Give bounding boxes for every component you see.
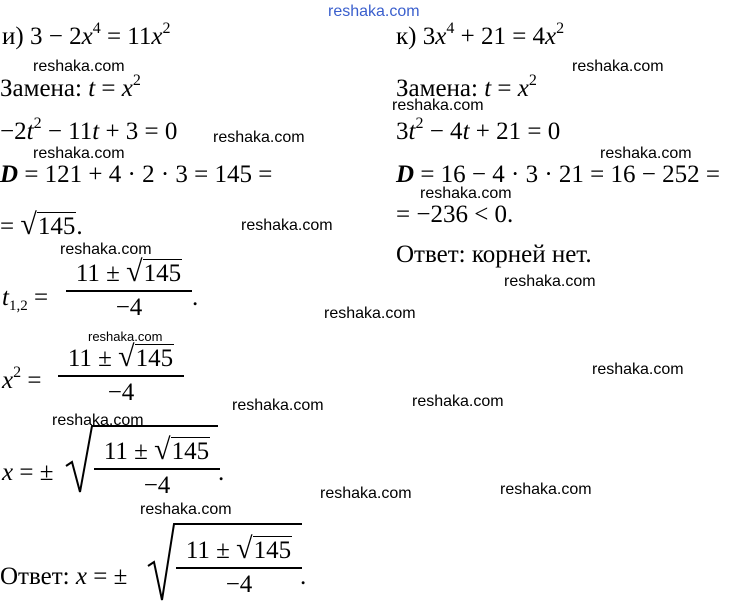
watermark: reshaka.com	[392, 97, 484, 114]
watermark: reshaka.com	[324, 305, 416, 322]
left-answer-end: .	[300, 563, 307, 590]
left-x2-label: $x^2$ =	[2, 364, 42, 394]
left-substitution: Замена: $t = x^2$	[0, 72, 141, 102]
left-t12-end: .	[192, 284, 199, 311]
left-t12-label: $t_{1,2}$ =	[2, 284, 49, 314]
watermark: reshaka.com	[88, 329, 163, 344]
left-discriminant: D = 121 + 4 · 2 · 3 = 145 =	[0, 161, 273, 188]
watermark: reshaka.com	[504, 273, 596, 290]
left-quadratic: $-2t^2 - 11t + 3 = 0$	[0, 115, 178, 145]
watermark: reshaka.com	[213, 129, 305, 146]
left-answer-fraction: 11 ± √145 −4	[176, 535, 302, 599]
watermark-top: reshaka.com	[328, 3, 420, 20]
watermark: reshaka.com	[500, 481, 592, 498]
watermark: reshaka.com	[412, 393, 504, 410]
watermark: reshaka.com	[572, 58, 664, 75]
left-t12-fraction: 11 ± √145 −4	[66, 258, 192, 322]
left-discriminant-root: = √145.	[0, 208, 83, 241]
watermark: reshaka.com	[52, 412, 144, 429]
watermark: reshaka.com	[592, 361, 684, 378]
right-discriminant-result: = −236 < 0.	[396, 201, 514, 228]
watermark: reshaka.com	[320, 485, 412, 502]
right-discriminant: D = 16 − 4 · 3 · 21 = 16 − 252 =	[396, 161, 720, 188]
left-x2-fraction: 11 ± √145 −4	[58, 343, 184, 407]
watermark: reshaka.com	[241, 217, 333, 234]
right-substitution: Замена: $t = x^2$	[396, 72, 537, 102]
right-quadratic: $3t^2 - 4t + 21 = 0$	[396, 115, 561, 145]
left-x-end: .	[218, 459, 225, 486]
watermark: reshaka.com	[140, 501, 232, 518]
right-equation: к) $3x^4 + 21 = 4x^2$	[396, 20, 565, 50]
watermark: reshaka.com	[33, 58, 125, 75]
watermark: reshaka.com	[420, 185, 512, 202]
watermark: reshaka.com	[33, 145, 125, 162]
left-answer-label: Ответ: x = ±	[0, 563, 128, 590]
right-answer: Ответ: корней нет.	[396, 241, 592, 268]
left-equation: и) $3 - 2x^4 = 11x^2$	[2, 20, 171, 50]
left-x-label: x = ±	[2, 459, 54, 486]
watermark: reshaka.com	[600, 145, 692, 162]
left-x-fraction: 11 ± √145 −4	[94, 436, 220, 500]
watermark: reshaka.com	[232, 397, 324, 414]
watermark: reshaka.com	[60, 241, 152, 258]
